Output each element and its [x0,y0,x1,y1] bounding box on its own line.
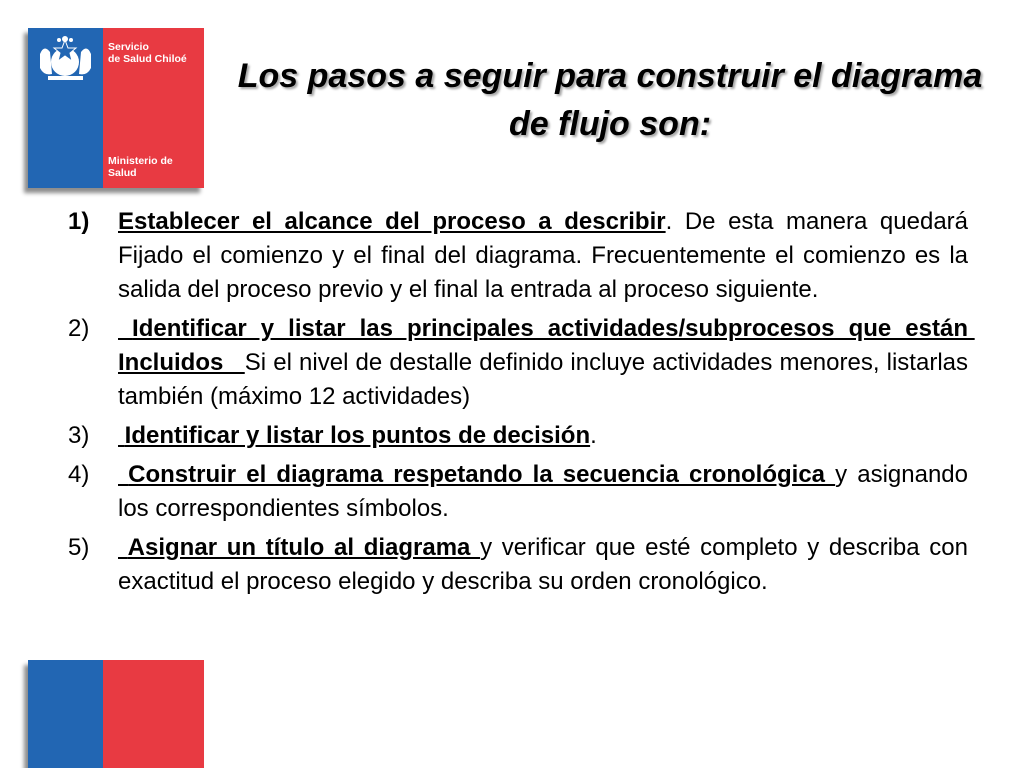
step-item [68,205,968,307]
step-number: 4) [68,461,90,488]
logo-servicio-salud-chiloe [28,28,204,188]
org-name-ministerio: Ministerio de Salud [108,155,173,179]
step-key-phrase: Identificar y listar las principales actividades/subprocesos que están Incluidos [118,315,975,376]
step-description: Si el nivel de destalle definido incluye actividades menores, listarlas también (máximo 12 actividades) [118,349,968,410]
step-number: 3) [68,422,90,449]
slide-title: Los pasos a seguir para construir el diagrama de flujo son: [237,57,983,143]
step-description: . [590,422,597,449]
step-item [68,531,968,599]
step-number: 2) [68,315,90,342]
step-key-phrase: Establecer el alcance del proceso a describir [118,208,666,235]
step-description: . De esta manera quedará Fijado el comienzo y el final del diagrama. Frecuentemente el comienzo es la salida del proceso previo y el final la entrada al proceso siguiente. [118,208,969,303]
step-item [68,458,968,526]
coat-of-arms-icon [34,34,97,84]
step-key-phrase: Asignar un título al diagrama [118,534,481,561]
step-number: 5) [68,534,90,561]
step-description: y asignando los correspondientes símbolos. [118,461,969,522]
steps-list [68,205,975,604]
step-number: 1) [68,208,90,235]
bottom-red-band [103,660,204,768]
step-item [68,419,968,453]
step-description: y verificar que esté completo y describa con exactitud el proceso elegido y describa su orden cronológico. [118,534,968,595]
org-name-servicio: Servicio de Salud Chiloé [108,41,187,65]
step-key-phrase: Identificar y listar los puntos de decisión [118,422,591,449]
step-key-phrase: Construir el diagrama respetando la secuencia cronológica [118,461,836,488]
step-item [68,312,975,414]
decorative-flag-block [28,660,204,768]
bottom-blue-band [28,660,103,768]
